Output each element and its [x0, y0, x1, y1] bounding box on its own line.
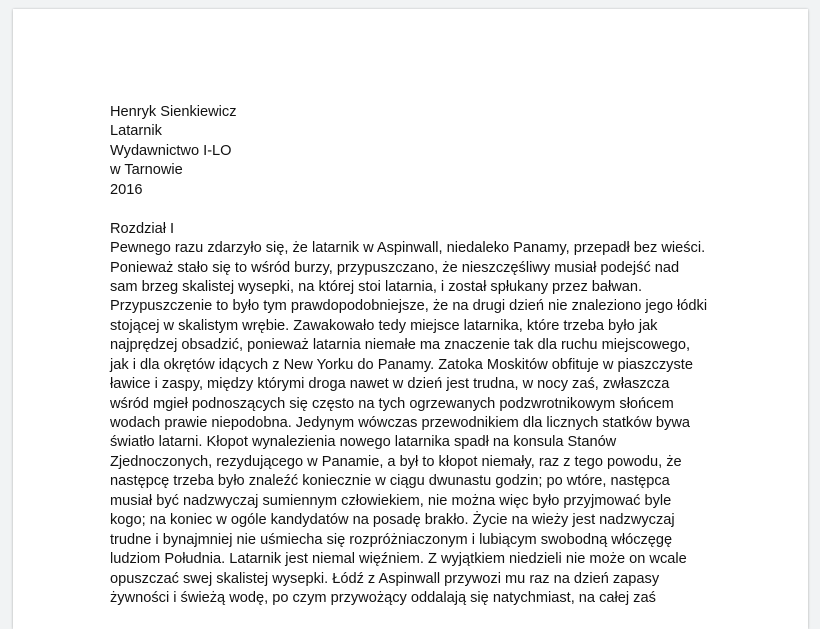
paragraph-line: opuszczać swej skalistej wysepki. Łódź z Aspinwall przywozi mu raz na dzień zapasy — [110, 570, 660, 587]
paragraph-line: żywności i świeżą wodę, po czym przywożący oddalają się natychmiast, na całej zaś — [110, 589, 656, 606]
paragraph-line: trudne i bynajmniej nie uśmiecha się rozpróżniaczonym i lubiącym swobodną włóczęgę — [110, 531, 673, 548]
paragraph-line: Zjednoczonych, rezydującego w Panamie, a był to kłopot niemały, raz z tego powodu, że — [110, 453, 682, 470]
blank-line — [110, 200, 720, 219]
document-body — [110, 103, 720, 608]
paragraph-line: kogo; na koniec w ogóle kandydatów na posadę brakło. Życie na wieży jest nadzwyczaj — [110, 512, 675, 529]
place-line: w Tarnowie — [110, 162, 183, 179]
paragraph-line: najprędzej obsadzić, ponieważ latarnia niemałe ma znaczenie tak dla ruchu miejscowego, — [110, 337, 691, 354]
chapter-text — [110, 239, 720, 608]
author-line: Henryk Sienkiewicz — [110, 104, 237, 120]
paragraph-line: ludziom Południa. Latarnik jest niemal więźniem. Z wyjątkiem niedzieli nie może on wcale — [110, 551, 687, 568]
document-page — [13, 9, 808, 629]
paragraph-line: ławice i zaspy, między którymi droga nawet w dzień jest trudna, w nocy zaś, zwłaszcza — [110, 376, 670, 393]
paragraph-line: jak i dla okrętów idących z New Yorku do Panamy. Zatoka Moskitów obfituje w piaszczyste — [110, 356, 693, 373]
year-line: 2016 — [110, 181, 143, 198]
paragraph-line: stojącej w skalistym wrębie. Zawakowało tedy miejsce latarnika, które trzeba było jak — [110, 317, 658, 334]
paragraph-line: musiał być nadzwyczaj sumiennym człowiekiem, nie można więc było przyjmować byle — [110, 492, 672, 509]
title-line: Latarnik — [110, 123, 162, 140]
paragraph-line: sam brzeg skalistej wysepki, na której stoi latarnia, i został spłukany przez bałwan. — [110, 278, 643, 295]
paragraph-line: Pewnego razu zdarzyło się, że latarnik w Aspinwall, niedaleko Panamy, przepadł bez wieści. — [110, 240, 706, 257]
publisher-line: Wydawnictwo I-LO — [110, 142, 232, 159]
paragraph-line: wśród mgieł podnoszących się często na tych ogrzewanych podzwrotnikowym słońcem — [110, 395, 674, 412]
paragraph-line: wodach prawie niepodobna. Jedynym wówczas przewodnikiem dla licznych statków bywa — [110, 415, 690, 431]
paragraph-line: Ponieważ stało się to wśród burzy, przypuszczano, że nieszczęśliwy musiał podejść nad — [110, 259, 680, 276]
paragraph-line: światło latarni. Kłopot wynalezienia nowego latarnika spadł na konsula Stanów — [110, 434, 617, 451]
chapter-heading: Rozdział I — [110, 220, 175, 237]
paragraph-line: następcę trzeba było znaleźć koniecznie w ciągu dwunastu godzin; po wtóre, następca — [110, 473, 670, 490]
paragraph-line: Przypuszczenie to było tym prawdopodobniejsze, że na drugi dzień nie znaleziono jego łódki — [110, 298, 708, 315]
